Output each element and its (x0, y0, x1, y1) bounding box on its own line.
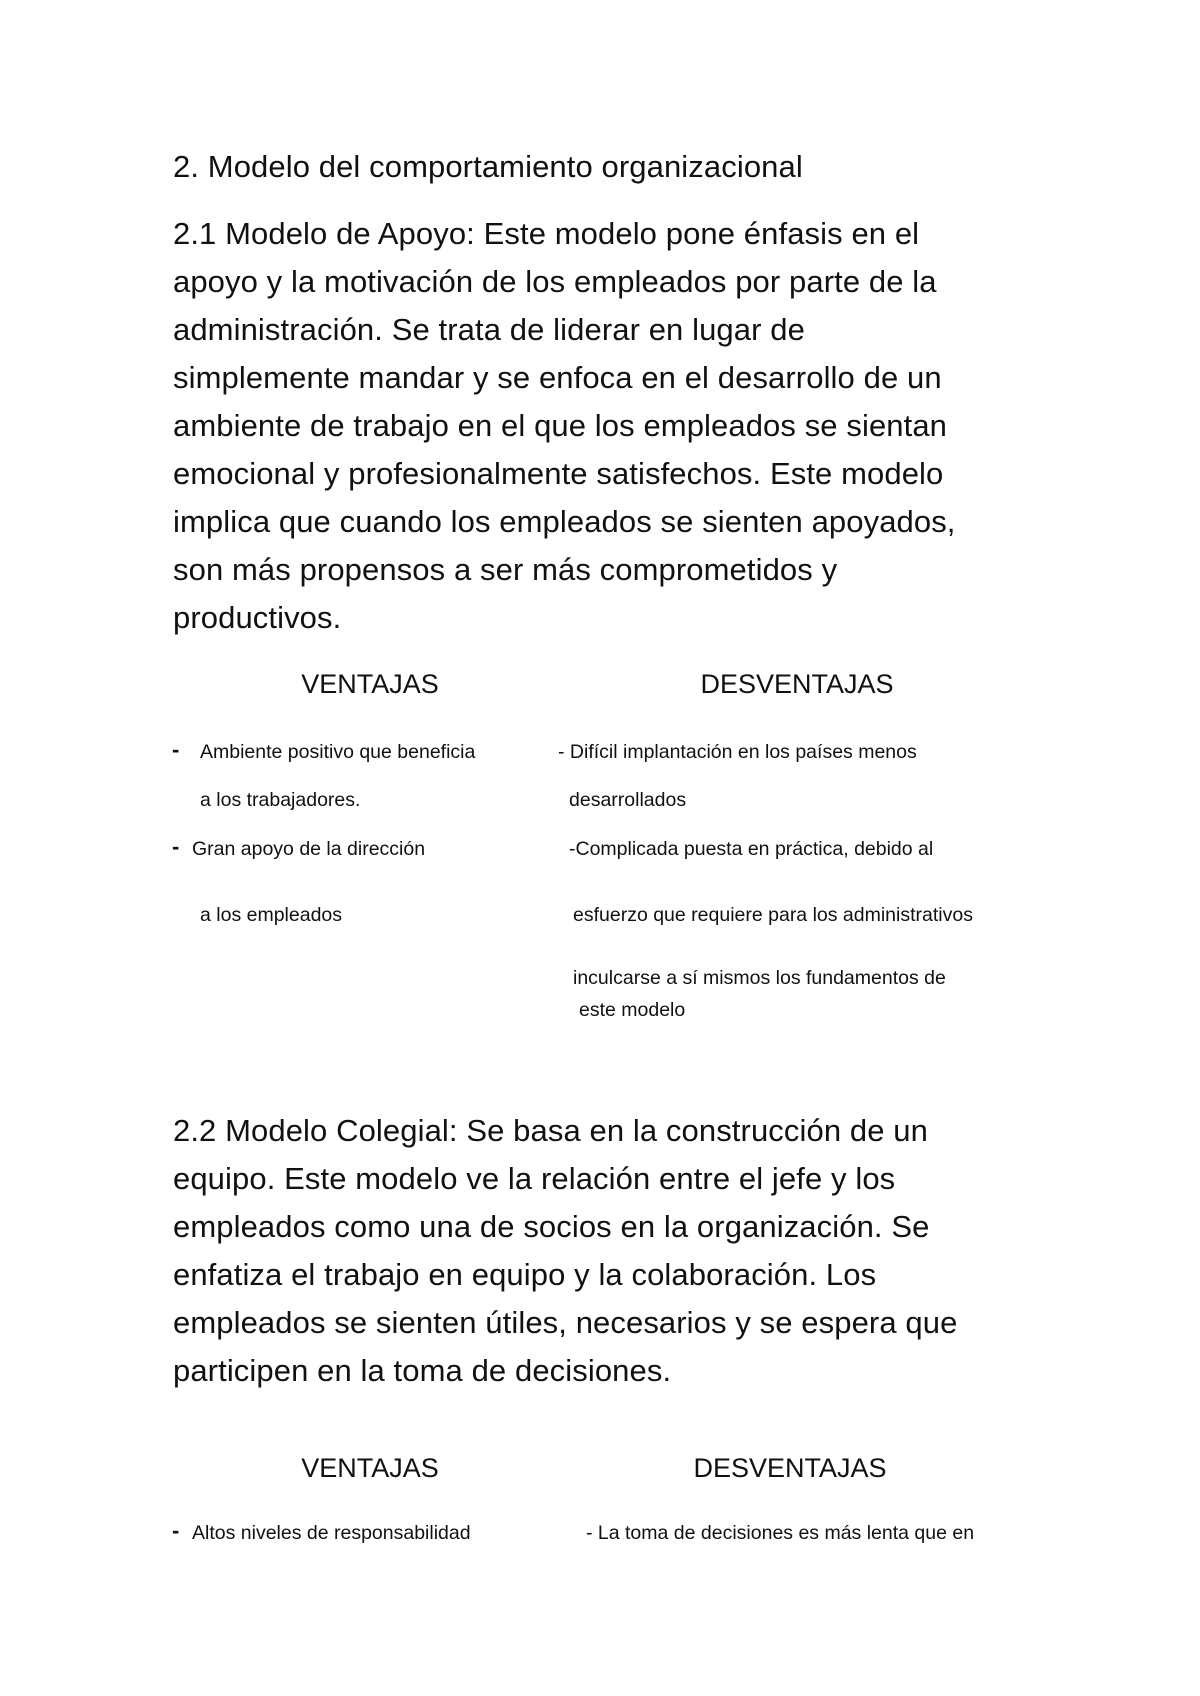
list-item-text: -Complicada puesta en práctica, debido al (569, 838, 934, 860)
paragraph-line: equipo. Este modelo ve la relación entre el jefe y los (173, 1161, 896, 1196)
list-item-text: Ambiente positivo que beneficia (200, 741, 476, 763)
paragraph-line: apoyo y la motivación de los empleados por parte de la (173, 264, 937, 299)
list-dash: - (172, 737, 180, 762)
list-item-text: - Difícil implantación en los países menos (558, 741, 917, 763)
list-item-text: esfuerzo que requiere para los administrativos (573, 904, 973, 926)
paragraph-line: productivos. (173, 600, 342, 635)
paragraph-line: 2.1 Modelo de Apoyo: Este modelo pone énfasis en el (173, 216, 920, 251)
paragraph-line: implica que cuando los empleados se sienten apoyados, (173, 504, 956, 539)
document-heading: 2. Modelo del comportamiento organizacional (173, 149, 803, 184)
ventajas-header: VENTAJAS (301, 669, 439, 699)
paragraph-line: 2.2 Modelo Colegial: Se basa en la construcción de un (173, 1113, 928, 1148)
ventajas-header: VENTAJAS (301, 1453, 439, 1483)
list-item-text: a los trabajadores. (200, 789, 361, 811)
paragraph-line: enfatiza el trabajo en equipo y la colaboración. Los (173, 1257, 877, 1292)
paragraph-line: simplemente mandar y se enfoca en el desarrollo de un (173, 360, 942, 395)
paragraph-line: son más propensos a ser más comprometidos y (173, 552, 838, 587)
list-item-text: este modelo (579, 999, 686, 1021)
list-item-text: - La toma de decisiones es más lenta que en (586, 1522, 975, 1544)
list-item-text: Gran apoyo de la dirección (192, 838, 426, 860)
list-dash: - (172, 834, 180, 859)
list-item-text: a los empleados (200, 904, 343, 926)
desventajas-header: DESVENTAJAS (700, 669, 894, 699)
list-item-text: inculcarse a sí mismos los fundamentos de (573, 967, 946, 989)
paragraph-line: participen en la toma de decisiones. (173, 1353, 672, 1388)
paragraph-line: empleados se sienten útiles, necesarios y se espera que (173, 1305, 958, 1340)
desventajas-header: DESVENTAJAS (693, 1453, 887, 1483)
paragraph-line: ambiente de trabajo en el que los empleados se sientan (173, 408, 948, 443)
list-item-text: desarrollados (569, 789, 687, 811)
list-dash: - (172, 1518, 180, 1543)
list-item-text: Altos niveles de responsabilidad (192, 1522, 471, 1544)
paragraph-line: administración. Se trata de liderar en lugar de (173, 312, 805, 347)
paragraph-line: empleados como una de socios en la organización. Se (173, 1209, 930, 1244)
paragraph-line: emocional y profesionalmente satisfechos. Este modelo (173, 456, 944, 491)
